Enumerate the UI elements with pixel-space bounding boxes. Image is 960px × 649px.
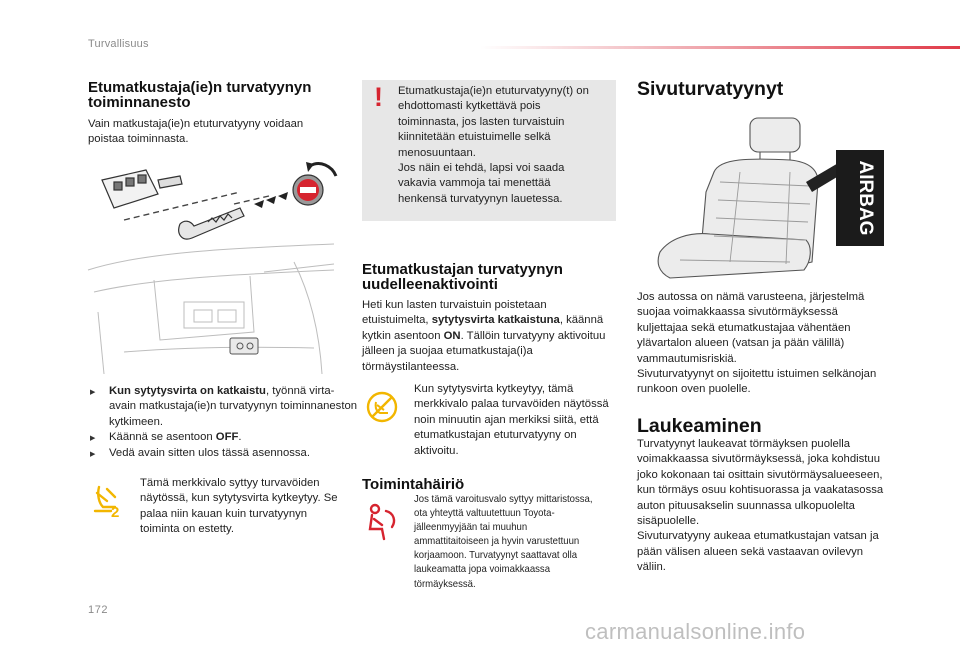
site-watermark: carmanualsonline.info — [585, 619, 806, 644]
airbag-label: AIRBAG — [855, 160, 876, 236]
airbag-on-indicator-icon — [366, 391, 398, 423]
reactivation-body: Heti kun lasten turvaistuin poistetaan etuistuimelta, sytytysvirta katkaistuna, käännä kytkin asentoon ON. Tällöin turvatyyny aktivoituu jälleen ja suojaa etumatkustaja(i)a törmäystilanteessa. — [362, 299, 606, 373]
deactivation-title: Etumatkustaja(ie)n turvatyynyn toiminnanesto — [88, 79, 312, 111]
side-airbags-title: Sivuturvatyynyt — [637, 78, 784, 100]
step-item: ▶ Vedä avain sitten ulos tässä asennossa. — [88, 446, 358, 461]
svg-text:2: 2 — [111, 504, 120, 519]
malfunction-text: Jos tämä varoitusvalo syttyy mittaristossa, ota yhteyttä valtuutettuun Toyota-jälleenmyyjään tai muuhun ammattitaitoiseen ja hyvin varustettuun korjaamoon. Turvatyynyt saattavat olla laukeamatta jopa voimakkaassa törmäyksessä. — [414, 494, 593, 590]
step-item: ▶ Käännä se asentoon OFF. — [88, 430, 358, 445]
warning-exclamation-icon: ! — [374, 82, 383, 112]
page-number: 172 — [88, 604, 109, 616]
deployment-body: Turvatyynyt laukeavat törmäyksen puolella voimakkaassa sivutörmäyksessä, joka kohdistuu joko kokonaan tai osittain sivutörmäysalueeseen, kun törmäys osuu kohtisuorassa ja vaakatasossa auton pituusakselin suunnassa ulkopuolelta sisäpuolelle. Sivuturvatyyny aukeaa etumatkustajan vatsan ja pään välisen alueen sekä vastaavan ovilevyn väliin. — [637, 438, 884, 574]
side-airbags-body: Jos autossa on nämä varusteena, järjestelmä suojaa voimakkaassa sivutörmäyksessä kuljettajaa sekä etumatkustajaa vähentäen ylävartalon alueen (vatsan ja pään välillä) vammautumisriskiä. Sivuturvatyynyt on sijoitettu istuimen selkänojan runkoon oven puolelle. — [637, 291, 877, 396]
header-gradient-rule — [480, 46, 960, 49]
deployment-title: Laukeaminen — [637, 415, 762, 437]
airbag-warning-light-icon — [366, 503, 398, 541]
deactivation-steps — [88, 384, 358, 461]
reactivation-title: Etumatkustajan turvatyynyn uudelleenaktivointi — [362, 261, 563, 293]
deactivation-intro: Vain matkustaja(ie)n etuturvatyyny voidaan poistaa toiminnasta. — [88, 118, 304, 146]
airbag-on-note: Kun sytytysvirta kytkeytyy, tämä merkkivalo palaa turvavöiden näytössä noin minuutin ajan merkiksi siitä, että etumatkustajan etuturvatyyny on aktivoitu. — [414, 383, 609, 457]
side-airbag-seat-illustration — [640, 112, 890, 284]
malfunction-title: Toimintahäiriö — [362, 476, 465, 493]
section-header: Turvallisuus — [88, 38, 149, 50]
warning-text: Etumatkustaja(ie)n etuturvatyyny(t) on ehdottomasti kytkettävä pois toiminnasta, jos lasten turvaistuin kiinnitetään etuistuimelle selkä menosuuntaan. Jos näin ei tehdä, lapsi voi saada vakavia vammoja tai menettää henkensä turvatyynyn lauetessa. — [398, 85, 589, 205]
step-item: ▶ Kun sytytysvirta on katkaistu, työnnä virta-avain matkustaja(ie)n turvatyynyn toiminnaneston kytkimeen. — [88, 384, 358, 430]
key-switch-illustration — [84, 152, 348, 377]
airbag-off-note: Tämä merkkivalo syttyy turvavöiden näytössä, kun sytytysvirta kytkeytyy. Se palaa niin kauan kuin turvatyynyn toiminta on estetty. — [140, 477, 338, 536]
airbag-off-indicator-icon — [93, 481, 125, 519]
